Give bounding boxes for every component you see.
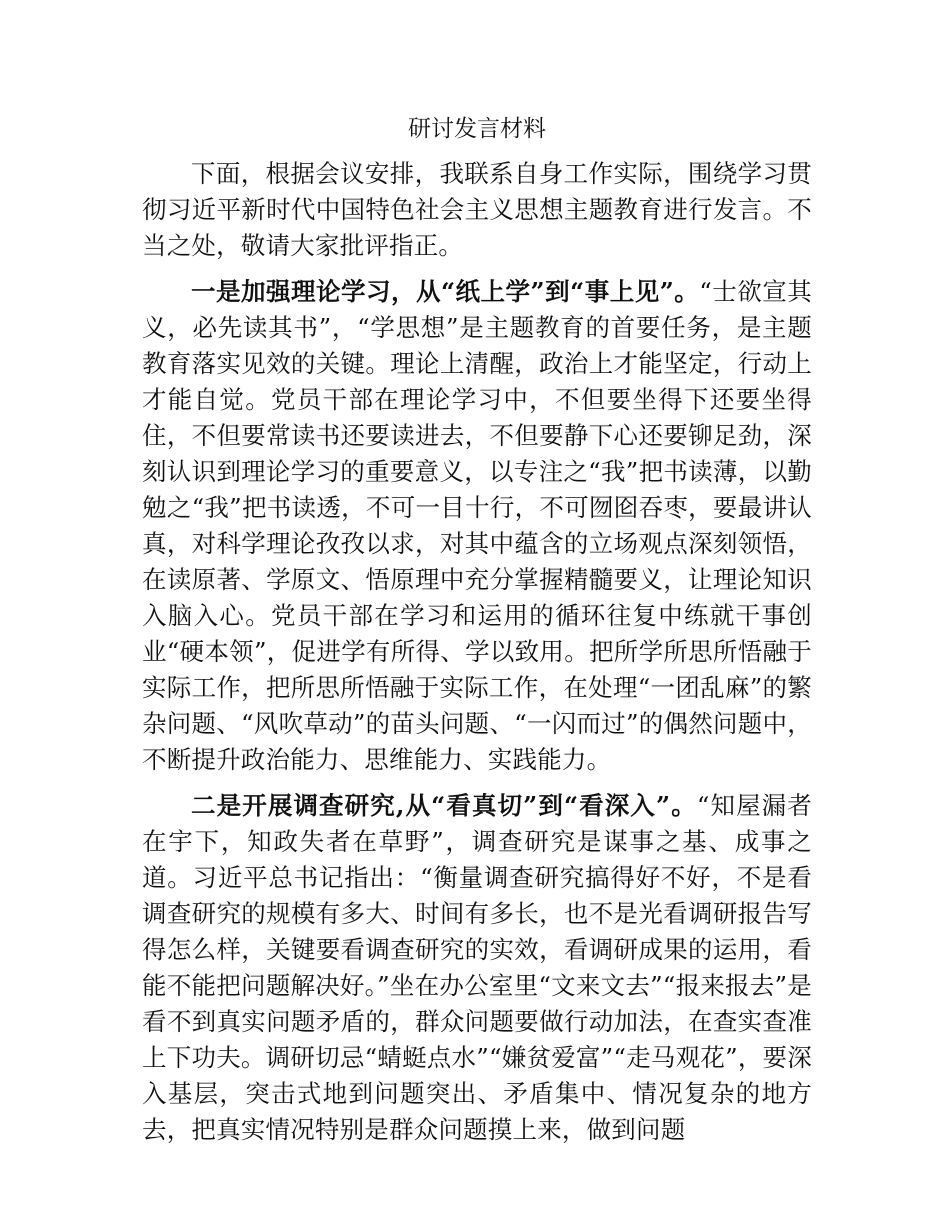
section-2-heading: 二是开展调查研究,从“看真切”到“看深入”。: [191, 791, 697, 820]
section-1-heading: 一是加强理论学习，从“纸上学”到“事上见”。: [191, 277, 700, 306]
section-2-paragraph: [142, 788, 812, 1148]
section-1-paragraph: [142, 274, 812, 778]
section-1-body: “士欲宣其义，必先读其书”，“学思想”是主题教育的首要任务，是主题教育落实见效的关键。理论上清醒，政治上才能坚定，行动上才能自觉。党员干部在理论学习中，不但要坐得下还要坐得住，不但要常读书还要读进去，不但要静下心还要铆足劲，深刻认识到理论学习的重要意义，以专注之“我”把书读薄，以勤勉之“我”把书读透，不可一目十行，不可囫囵吞枣，要最讲认真，对科学理论孜孜以求，对其中蕴含的立场观点深刻领悟，在读原著、学原文、悟原理中充分掌握精髓要义，让理论知识入脑入心。党员干部在学习和运用的循环往复中练就干事创业“硬本领”，促进学有所得、学以致用。把所学所思所悟融于实际工作，把所思所悟融于实际工作，在处理“一团乱麻”的繁杂问题、“风吹草动”的苗头问题、“一闪而过”的偶然问题中，不断提升政治能力、思维能力、实践能力。: [142, 277, 812, 774]
document-title: 研讨发言材料: [408, 116, 546, 142]
document-page: [142, 112, 812, 1158]
section-2-body: “知屋漏者在宇下，知政失者在草野”，调查研究是谋事之基、成事之道。习近平总书记指出：“衡量调查研究搞得好不好，不是看调查研究的规模有多大、时间有多长，也不是光看调研报告写得怎么样，关键要看调查研究的实效，看调研成果的运用，看能不能把问题解决好。”坐在办公室里“文来文去”“报来报去”是看不到真实问题矛盾的，群众问题要做行动加法，在查实查准上下功夫。调研切忌“蜻蜓点水”“嫌贫爱富”“走马观花”，要深入基层，突击式地到问题突出、矛盾集中、情况复杂的地方去，把真实情况特别是群众问题摸上来，做到问题: [142, 791, 812, 1144]
intro-paragraph: 下面，根据会议安排，我联系自身工作实际，围绕学习贯彻习近平新时代中国特色社会主义思想主题教育进行发言。不当之处，敬请大家批评指正。: [142, 159, 812, 260]
